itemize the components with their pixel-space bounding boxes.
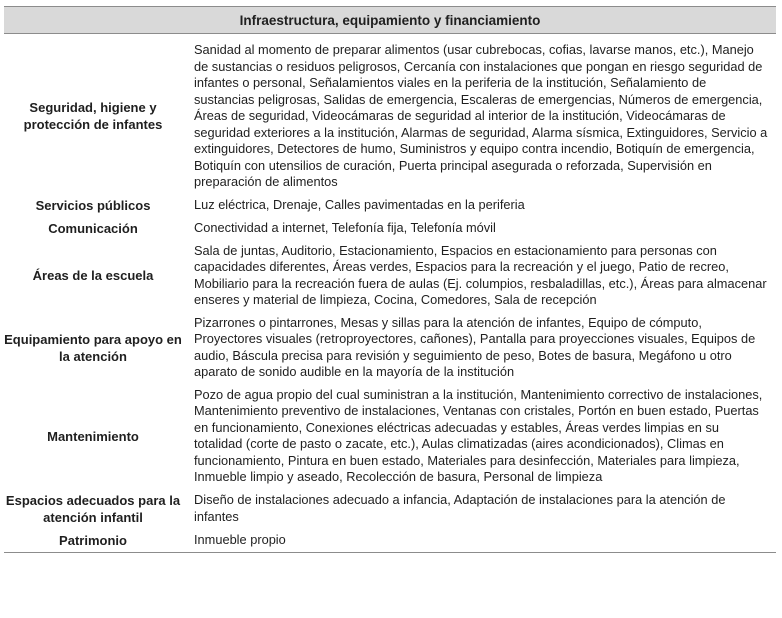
infrastructure-table-container: [4, 6, 776, 553]
row-category: Patrimonio: [4, 529, 186, 553]
table-row: [4, 240, 776, 312]
row-items: Sanidad al momento de preparar alimentos (usar cubrebocas, cofias, lavarse manos, etc.), Manejo de sustancias o residuos peligrosos, Cercanía con instalaciones que pongan en riesgo seguridad de infantes o personal, Señalamientos viales en la periferia de la institución, Señalamiento de sustancias peligrosas, Salidas de emergencia, Escaleras de emergencias, Números de emergencia, Áreas de seguridad, Videocámaras de seguridad al interior de la institución, Videocámaras de seguridad exteriores a la institución, Alarmas de seguridad, Alarma sísmica, Extinguidores, Servicio a extinguidores, Detectores de humo, Suministros y equipo contra incendio, Botiquín de emergencia, Botiquín con utensilios de curación, Puerta principal asegurada o reforzada, Supervisión en preparación de alimentos: [194, 42, 768, 189]
row-items: Diseño de instalaciones adecuado a infancia, Adaptación de instalaciones para la atención de infantes: [194, 492, 726, 524]
row-items: Sala de juntas, Auditorio, Estacionamiento, Espacios en estacionamiento para personas con capacidades diferentes, Áreas verdes, Espacios para la recreación y el juego, Patio de recreo, Mobiliario para la recreación fuera de aulas (Ej. columpios, resbaladillas, etc.), Áreas para almacenar enseres y material de limpieza, Cocina, Comedores, Sala de recepción: [194, 242, 767, 307]
row-category: Comunicación: [48, 220, 138, 236]
row-category: Espacios adecuados para la atención infantil: [5, 492, 181, 525]
table-row: [4, 529, 776, 553]
row-items: Luz eléctrica, Drenaje, Calles pavimentadas en la periferia: [194, 196, 525, 212]
row-category: Equipamiento para apoyo en la atención: [4, 331, 182, 364]
table-header-row: [4, 7, 776, 34]
table-row: [4, 384, 776, 489]
row-items: Inmueble propio: [186, 529, 776, 553]
row-category: Mantenimiento: [47, 428, 139, 444]
table-title: Infraestructura, equipamiento y financiamiento: [4, 7, 776, 34]
row-category: Áreas de la escuela: [32, 268, 154, 283]
table-row: [4, 194, 776, 217]
table-row: [4, 489, 776, 529]
row-items: Pizarrones o pintarrones, Mesas y sillas para la atención de infantes, Equipo de cómputo, Proyectores visuales (retroproyectores, cañones), Pantalla para proyecciones visuales, Equipos de audio, Báscula precisa para revisión y seguimiento de peso, Botes de basura, Megáfono u otro aparato de sonido audible en la mayoría de la institución: [194, 314, 756, 379]
row-category: Seguridad, higiene y protección de infantes: [23, 100, 163, 133]
row-category: Servicios públicos: [35, 197, 151, 213]
table-row: [4, 217, 776, 240]
table-row: [4, 312, 776, 384]
table-row: [4, 34, 776, 194]
row-items: Pozo de agua propio del cual suministran a la institución, Mantenimiento correctivo de instalaciones, Mantenimiento preventivo de instalaciones, Ventanas con cristales, Portón en buen estado, Puertas en funcionamiento, Conexiones eléctricas adecuadas y estables, Áreas verdes limpias en su totalidad (corte de pasto o zacate, etc.), Aulas climatizadas (aires acondicionados), Climas en funcionamiento, Pintura en buen estado, Materiales para desinfección, Materiales para limpieza, Inmueble limpio y aseado, Recolección de basura, Personal de limpieza: [194, 386, 763, 484]
row-items: Conectividad a internet, Telefonía fija, Telefonía móvil: [194, 219, 496, 235]
infrastructure-table: [4, 6, 776, 553]
